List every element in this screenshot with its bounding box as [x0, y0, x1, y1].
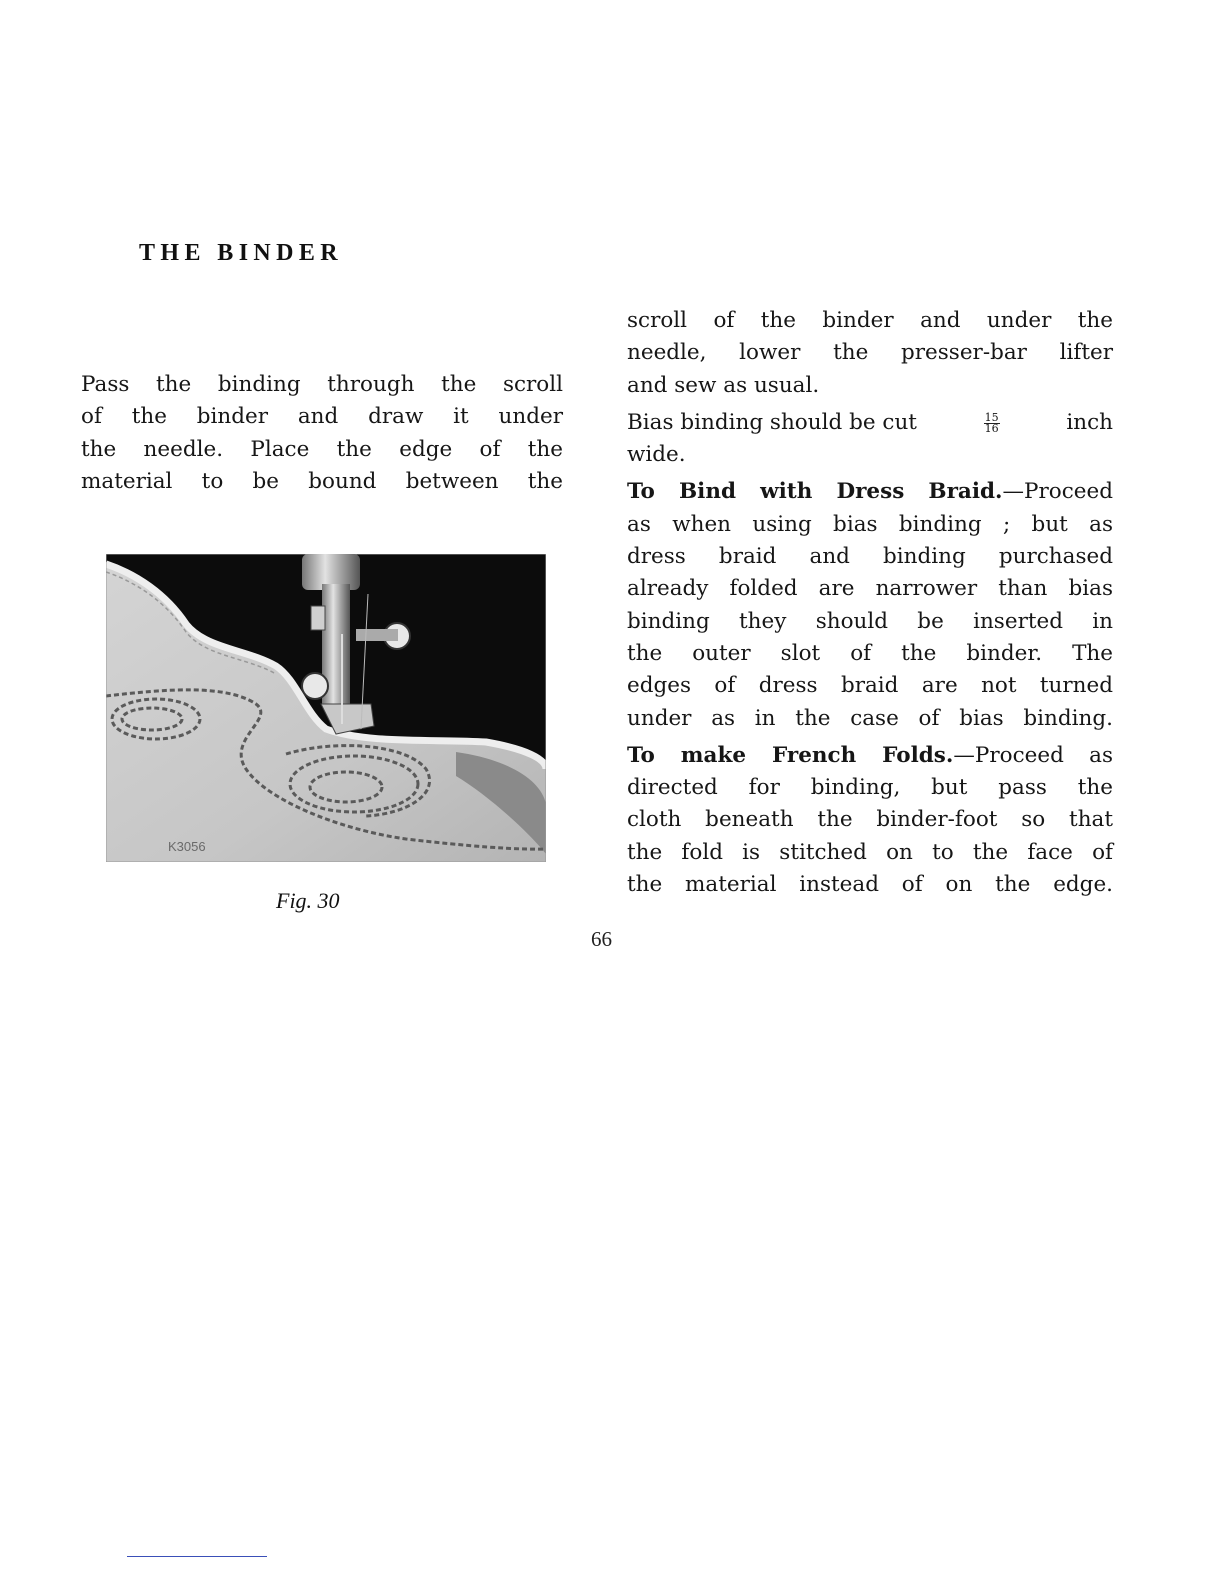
footer-rule — [127, 1556, 267, 1557]
right-column-text — [627, 305, 1113, 901]
binder-foot-photo — [106, 554, 546, 862]
bias-text-before: Bias binding should be cut — [627, 409, 917, 435]
french-folds-runin-rest: —Proceed as — [953, 742, 1113, 768]
text-line: needle, lower the presser-bar lifter — [627, 340, 1113, 366]
fraction-numerator: 15 — [984, 410, 999, 424]
text-line: under as in the case of bias binding. — [627, 705, 1113, 731]
text-line: material to be bound between the — [81, 468, 563, 494]
text-line: as when using bias binding ; but as — [627, 511, 1113, 537]
binder-instructions-paragraph — [81, 369, 563, 498]
text-line — [627, 740, 1113, 772]
figure-caption: Fig. 30 — [276, 888, 340, 913]
fraction-denominator: 16 — [984, 421, 999, 435]
text-line: and sew as usual. — [627, 372, 820, 398]
text-line: of the binder and draw it under — [81, 404, 563, 430]
text-line: cloth beneath the binder-foot so that — [627, 807, 1113, 833]
dress-braid-runin-rest: —Proceed — [1002, 479, 1113, 505]
text-line: Pass the binding through the scroll — [81, 372, 563, 397]
left-column-text — [81, 369, 563, 498]
fraction-fifteen-sixteenths — [984, 410, 1000, 435]
text-line — [627, 476, 1113, 508]
text-line: directed for binding, but pass the — [627, 775, 1113, 801]
text-line: dress braid and binding purchased — [627, 544, 1113, 570]
text-line: the outer slot of the binder. The — [627, 640, 1113, 666]
dress-braid-runin: To Bind with Dress Braid. — [627, 479, 1003, 505]
figure-30-illustration — [106, 554, 546, 862]
bias-text-after: inch — [1066, 409, 1113, 435]
figure-code-label: K3056 — [168, 839, 206, 854]
bias-width-paragraph — [627, 407, 1113, 472]
continuation-paragraph — [627, 305, 1113, 402]
dress-braid-paragraph — [627, 476, 1113, 734]
text-line: wide. — [627, 442, 686, 468]
page-number: 66 — [591, 927, 612, 951]
text-line: already folded are narrower than bias — [627, 576, 1113, 602]
text-line — [627, 407, 1113, 439]
text-line: scroll of the binder and under the — [627, 308, 1113, 333]
french-folds-runin: To make French Folds. — [627, 742, 954, 768]
text-line: binding they should be inserted in — [627, 608, 1113, 634]
french-folds-paragraph — [627, 740, 1113, 901]
text-line: the fold is stitched on to the face of — [627, 839, 1113, 865]
text-line: the needle. Place the edge of the — [81, 436, 563, 462]
page-heading: THE BINDER — [139, 240, 344, 266]
text-line: edges of dress braid are not turned — [627, 673, 1113, 699]
text-line: the material instead of on the edge. — [627, 872, 1113, 898]
